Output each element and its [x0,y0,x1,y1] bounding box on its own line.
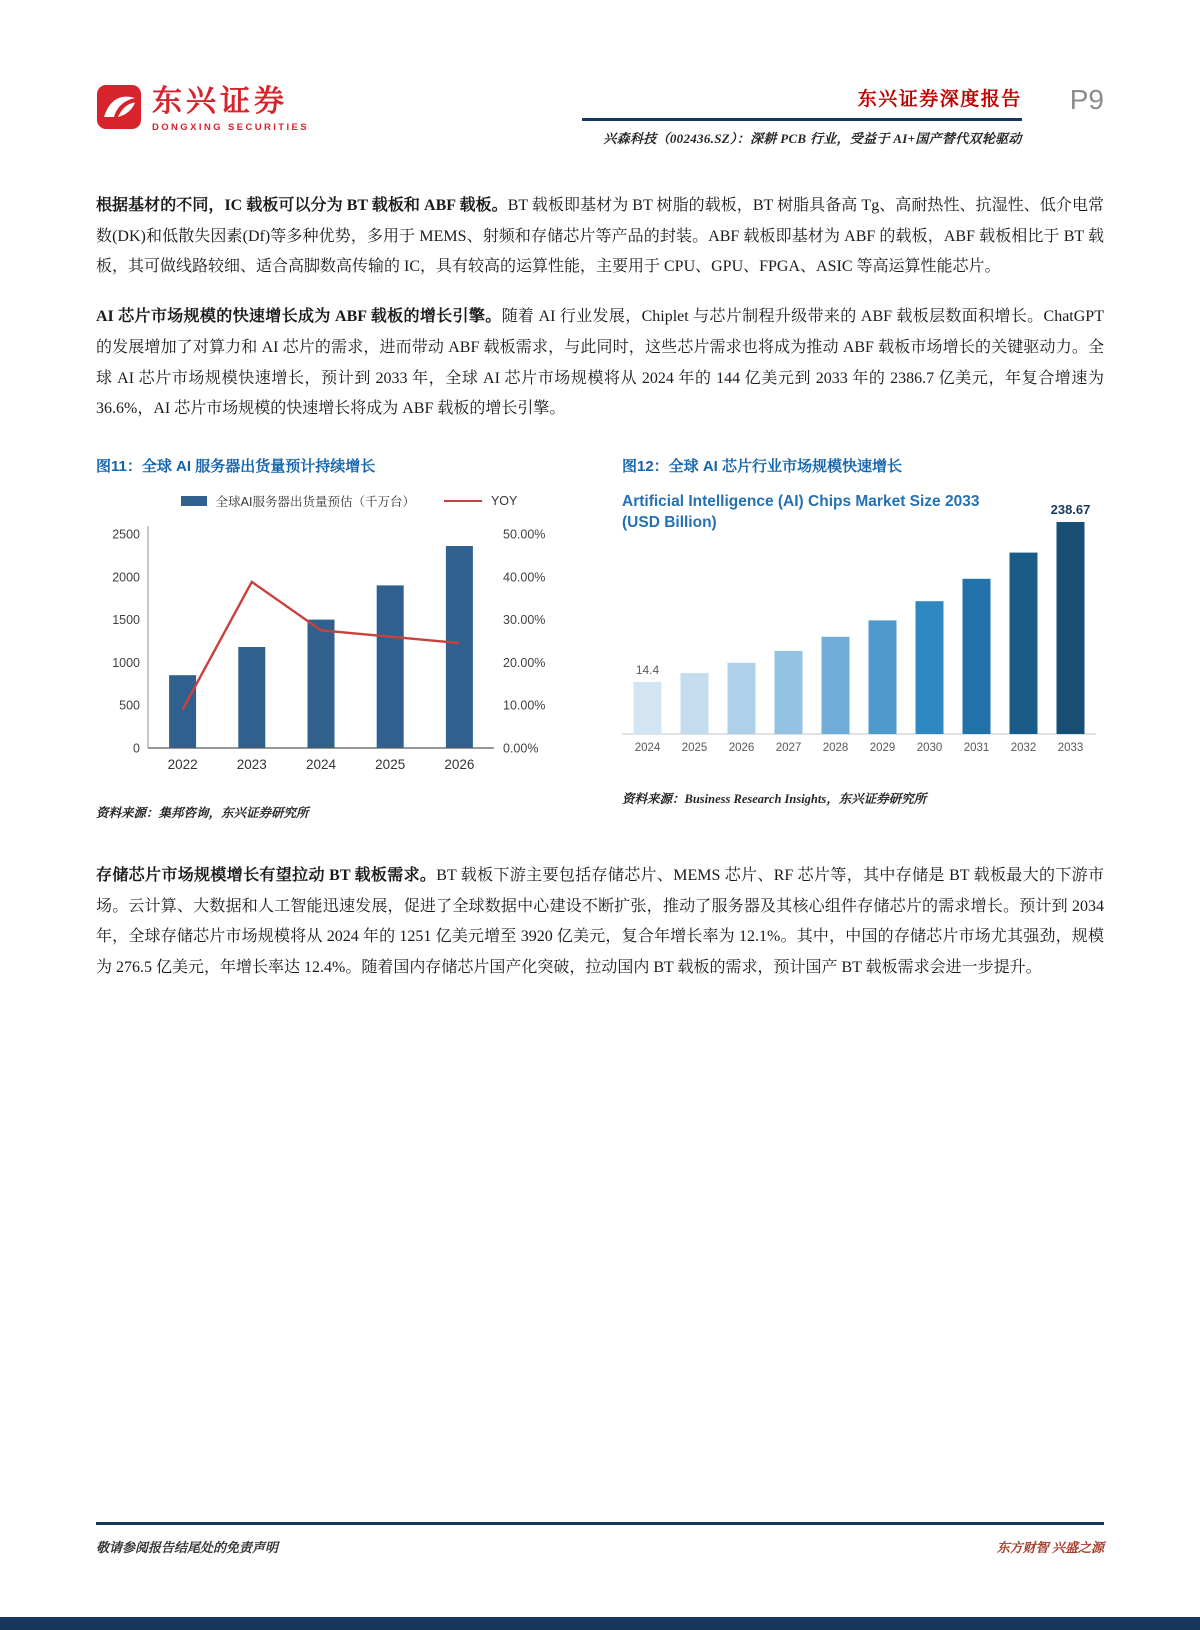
ai-chips-chart-title: Artificial Intelligence (AI) Chips Market Size 2033 (USD Billion) [622,493,980,531]
svg-text:20.00%: 20.00% [503,655,546,670]
page-number: P9 [1069,84,1104,115]
svg-text:500: 500 [119,698,140,713]
svg-text:2023: 2023 [236,757,267,773]
header-right [582,84,1104,147]
svg-text:2025: 2025 [681,742,708,755]
paragraph-1-body: BT 载板即基材为 BT 树脂的载板，BT 树脂具备高 Tg、高耐热性、抗湿性、低介电常数(DK)和低散失因素(Df)等多种优势，多用于 MEMS、射频和存储芯片等产品的封装。ABF 载板即基材为 ABF 的载板，ABF 载板相比于 BT 载板，其可做线路较细、适合高脚数高传输的 IC，具有较高的运算性能，主要用于 CPU、GPU、FPGA、ASIC 等高运算性能芯片。 [96,197,1104,276]
paragraph-3-body: BT 载板下游主要包括存储芯片、MEMS 芯片、RF 芯片等，其中存储是 BT 载板最大的下游市场。云计算、大数据和人工智能迅速发展，促进了全球数据中心建设不断扩张，推动了服务器及其核心组件存储芯片的需求增长。预计到 2034 年，全球存储芯片市场规模将从 2024 年的 1251 亿美元增至 3920 亿美元，复合年增长率为 12.1%。其中，中国的存储芯片市场尤其强劲，规模为 276.5 亿美元，年增长率达 12.4%。随着国内存储芯片国产化突破，拉动国内 BT 载板的需求，预计国产 BT 载板需求会进一步提升。 [96,867,1104,977]
paragraph-1 [96,191,1104,283]
dongxing-logo-icon [96,84,142,135]
svg-text:50.00%: 50.00% [503,527,546,542]
paragraph-2-body: 随着 AI 行业发展，Chiplet 与芯片制程升级带来的 ABF 载板层数面积增长。ChatGPT 的发展增加了对算力和 AI 芯片的需求，进而带动 ABF 载板需求，与此同时，这些芯片需求也将成为推动 ABF 载板市场增长的关键驱动力。全球 AI 芯片市场规模快速增长，预计到 2033 年，全球 AI 芯片市场规模将从 2024 年的 144 亿美元到 2033 年的 2386.7 亿美元，年复合增速为 36.6%，AI 芯片市场规模的快速增长将成为 ABF 载板的增长引擎。 [96,308,1104,418]
figure-11-caption: 图11：全球 AI 服务器出货量预计持续增长 [96,458,376,476]
brand-name-cn: 东兴证券 [152,85,288,119]
svg-text:2000: 2000 [112,570,140,585]
svg-text:2025: 2025 [375,757,406,773]
svg-text:2033: 2033 [1057,742,1084,755]
header-divider [582,118,1022,121]
brand-logo [96,84,309,135]
figure-11-legend [130,492,568,510]
paragraph-3 [96,861,1104,984]
page-footer [96,1522,1104,1556]
legend-bar-swatch [181,496,207,506]
figure-12-source: 资料来源：Business Research Insights，东兴证券研究所 [622,792,927,807]
svg-text:2024: 2024 [305,757,337,773]
figure-11 [96,455,568,821]
ai-chips-chart-wrap [622,492,1104,773]
svg-text:0: 0 [133,741,140,756]
footer-slogan: 东方财智 兴盛之源 [996,1540,1104,1555]
ai-chips-market-chart [622,492,1104,773]
paragraph-3-lead: 存储芯片市场规模增长有望拉动 BT 载板需求。 [96,867,437,885]
svg-text:1000: 1000 [112,655,140,670]
brand-name-en: DONGXING SECURITIES [152,121,309,133]
svg-text:2031: 2031 [963,742,990,755]
report-subtitle: 兴森科技（002436.SZ）：深耕 PCB 行业，受益于 AI+国产替代双轮驱动 [603,131,1022,146]
svg-text:40.00%: 40.00% [503,570,546,585]
svg-text:2026: 2026 [728,742,755,755]
svg-text:0.00%: 0.00% [503,741,539,756]
paragraph-2 [96,302,1104,425]
bottom-navy-bar [0,1617,1200,1630]
svg-text:2026: 2026 [444,757,475,773]
svg-text:2030: 2030 [916,742,943,755]
svg-text:238.67: 238.67 [1050,502,1091,518]
svg-text:14.4: 14.4 [635,662,660,677]
figures-row [96,455,1104,821]
svg-text:2032: 2032 [1010,742,1037,755]
legend-bar-label: 全球AI服务器出货量预估（千万台） [215,495,415,510]
figure-11-source: 资料来源：集邦咨询，东兴证券研究所 [96,806,309,821]
svg-text:1500: 1500 [112,613,140,628]
svg-text:2022: 2022 [167,757,198,773]
svg-text:10.00%: 10.00% [503,698,546,713]
report-type-title: 东兴证券深度报告 [857,89,1022,110]
svg-text:2029: 2029 [869,742,896,755]
paragraph-1-lead: 根据基材的不同，IC 载板可以分为 BT 载板和 ABF 载板。 [96,197,508,214]
svg-text:2028: 2028 [822,742,849,755]
svg-text:30.00%: 30.00% [503,613,546,628]
figure-12 [622,455,1104,821]
figure-12-caption: 图12：全球 AI 芯片行业市场规模快速增长 [622,458,903,476]
report-title-block [582,84,1022,147]
svg-text:2024: 2024 [634,742,661,755]
legend-line-label: YOY [490,494,518,509]
svg-text:2027: 2027 [775,742,802,755]
svg-text:2500: 2500 [112,527,140,542]
brand-text [152,86,309,133]
footer-disclaimer: 敬请参阅报告结尾处的免责声明 [96,1540,279,1555]
page-header [96,84,1104,147]
legend-line-swatch [444,500,482,502]
paragraph-2-lead: AI 芯片市场规模的快速增长成为 ABF 载板的增长引擎。 [96,308,502,326]
ai-server-shipments-chart [96,510,568,787]
